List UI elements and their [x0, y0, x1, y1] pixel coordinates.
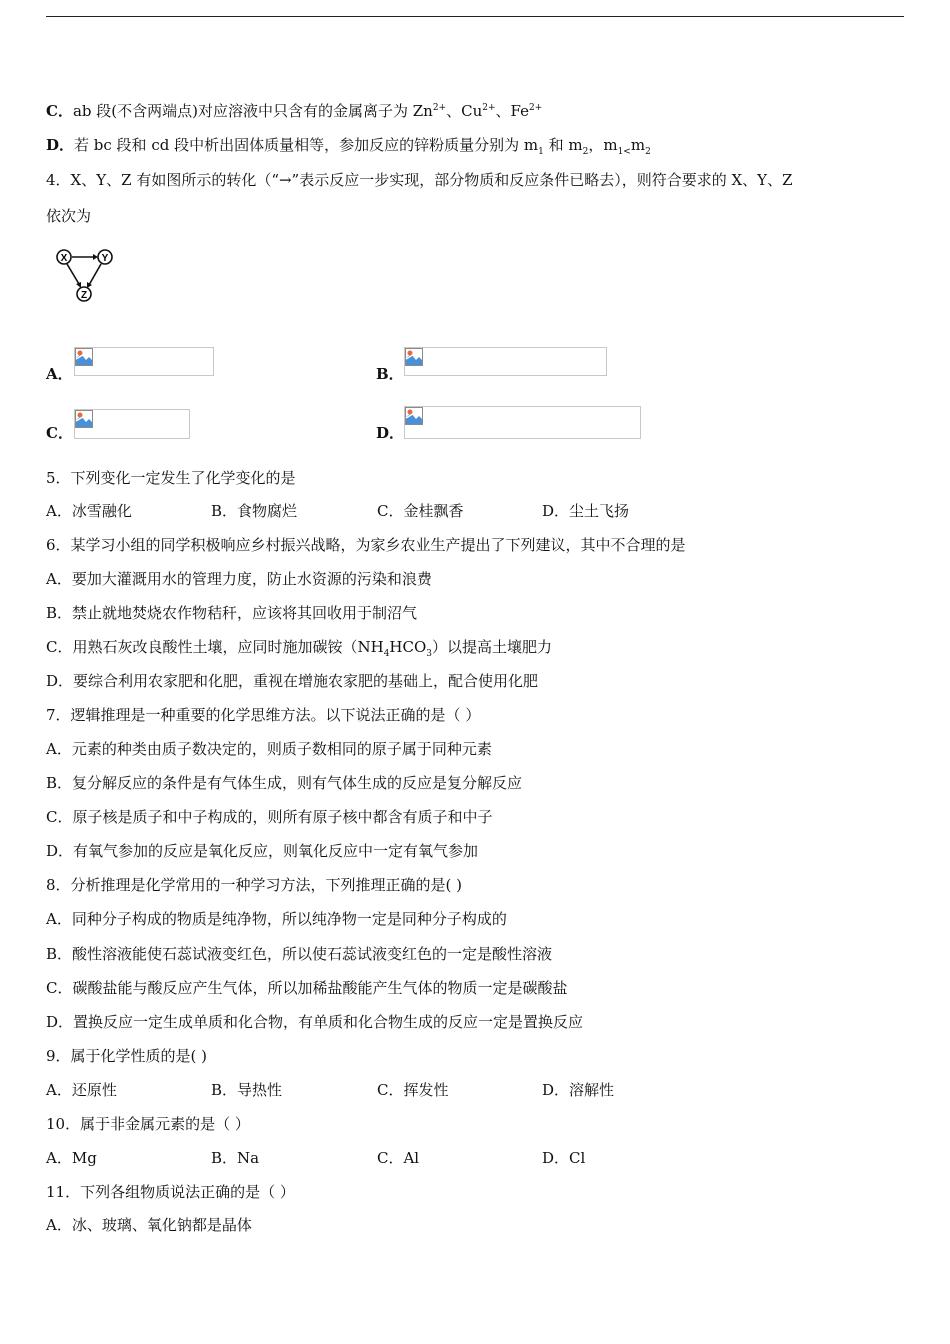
q6-option-d: D．要综合利用农家肥和化肥，重视在增施农家肥的基础上，配合使用化肥: [46, 672, 539, 690]
option-text: ab 段(不含两端点)对应溶液中只含有的金属离子为 Zn: [72, 102, 433, 120]
q10-stem: 10．属于非金属元素的是（ ）: [46, 1115, 250, 1133]
q9-option-b: B．导热性: [211, 1081, 283, 1099]
q6-stem: 6．某学习小组的同学积极响应乡村振兴战略，为家乡农业生产提出了下列建议，其中不合理的是: [46, 536, 686, 554]
subscript: 4: [383, 649, 390, 659]
q7-option-a: A．元素的种类由质子数决定的，则质子数相同的原子属于同种元素: [46, 740, 492, 758]
option-text: 、Fe: [495, 102, 529, 120]
subscript: 1: [538, 147, 544, 157]
option-text: ）以提高土壤肥力: [432, 638, 553, 656]
q7-option-d: D．有氧气参加的反应是氧化反应，则氧化反应中一定有氧气参加: [46, 842, 479, 860]
broken-image-icon: [75, 410, 93, 428]
q5-option-b: B．食物腐烂: [211, 502, 298, 520]
option-text: ，m: [588, 136, 618, 154]
q8-option-c: C．碳酸盐能与酸反应产生气体，所以加稀盐酸能产生气体的物质一定是碳酸盐: [46, 979, 568, 997]
broken-image-icon: [405, 348, 423, 366]
q8-stem: 8．分析推理是化学常用的一种学习方法，下列推理正确的是( ): [46, 876, 463, 894]
q10-option-d: D．Cl: [542, 1149, 586, 1167]
q6-option-a: A．要加大灌溉用水的管理力度，防止水资源的污染和浪费: [46, 570, 432, 588]
option-text: HCO: [389, 638, 427, 656]
header-rule: [46, 16, 904, 17]
q9-option-a: A．还原性: [46, 1081, 117, 1099]
q9-option-c: C．挥发性: [377, 1081, 449, 1099]
q7-stem: 7．逻辑推理是一种重要的化学思维方法。以下说法正确的是（ ）: [46, 706, 481, 724]
option-label: D．: [46, 136, 75, 154]
q10-option-b: B．Na: [211, 1149, 260, 1167]
q4-option-c-label: C．: [46, 424, 73, 442]
broken-image-icon: [405, 407, 423, 425]
node-z-label: Z: [80, 290, 88, 301]
q6-option-b: B．禁止就地焚烧农作物秸秆，应该将其回收用于制沼气: [46, 604, 418, 622]
q7-option-b: B．复分解反应的条件是有气体生成，则有气体生成的反应是复分解反应: [46, 774, 523, 792]
superscript: 2+: [432, 103, 447, 113]
q9-stem: 9．属于化学性质的是( ): [46, 1047, 208, 1065]
subscript: 3: [426, 649, 433, 659]
q9-option-d: D．溶解性: [542, 1081, 615, 1099]
superscript: 2+: [529, 103, 543, 113]
arrow-x-to-z: [67, 264, 79, 284]
q10-option-a: A．Mg: [46, 1149, 97, 1167]
q4-option-b-image: [404, 347, 607, 376]
q5-option-d: D．尘土飞扬: [542, 502, 630, 520]
subscript: 1<: [617, 147, 631, 157]
q4-option-a-label: A．: [46, 365, 73, 383]
node-y-label: Y: [101, 253, 109, 264]
q11-option-a: A．冰、玻璃、氧化钠都是晶体: [46, 1216, 252, 1234]
superscript: 2+: [482, 103, 496, 113]
q5-option-c: C．金桂飘香: [377, 502, 464, 520]
q8-option-d: D．置换反应一定生成单质和化合物，有单质和化合物生成的反应一定是置换反应: [46, 1013, 584, 1031]
xyz-transformation-diagram: [52, 244, 122, 306]
option-text: 和 m: [543, 136, 583, 154]
q4-option-a-image: [74, 347, 214, 376]
q8-option-a: A．同种分子构成的物质是纯净物，所以纯净物一定是同种分子构成的: [46, 910, 507, 928]
arrow-y-to-z: [89, 264, 101, 285]
node-x-label: X: [60, 253, 68, 264]
q3-option-c: [46, 101, 542, 121]
option-text: C．用熟石灰改良酸性土壤，应同时施加碳铵（NH: [46, 638, 384, 656]
q4-option-d-image: [404, 406, 641, 439]
option-text: 、Cu: [446, 102, 483, 120]
q5-option-a: A．冰雪融化: [46, 502, 132, 520]
option-label: C．: [46, 102, 73, 120]
q4-option-b-label: B．: [376, 365, 404, 383]
q7-option-c: C．原子核是质子和中子构成的，则所有原子核中都含有质子和中子: [46, 808, 493, 826]
arrowhead-x-to-y: [93, 254, 98, 260]
broken-image-icon: [75, 348, 93, 366]
q11-stem: 11．下列各组物质说法正确的是（ ）: [46, 1183, 295, 1201]
q3-option-d: [46, 135, 651, 155]
q10-option-c: C．Al: [377, 1149, 420, 1167]
option-text: 若 bc 段和 cd 段中析出固体质量相等，参加反应的锌粉质量分别为 m: [74, 136, 539, 154]
subscript: 2: [645, 147, 651, 157]
subscript: 2: [582, 147, 589, 157]
q8-option-b: B．酸性溶液能使石蕊试液变红色，所以使石蕊试液变红色的一定是酸性溶液: [46, 945, 553, 963]
q4-stem-line2: 依次为: [46, 207, 92, 225]
option-text: m: [630, 136, 646, 154]
q4-option-d-label: D．: [376, 424, 405, 442]
q6-option-c: [46, 637, 552, 657]
q4-stem-line1: 4．X、Y、Z 有如图所示的转化（“→”表示反应一步实现，部分物质和反应条件已略去），则符合要求的 X、Y、Z: [46, 171, 793, 189]
q5-stem: 5．下列变化一定发生了化学变化的是: [46, 469, 296, 487]
